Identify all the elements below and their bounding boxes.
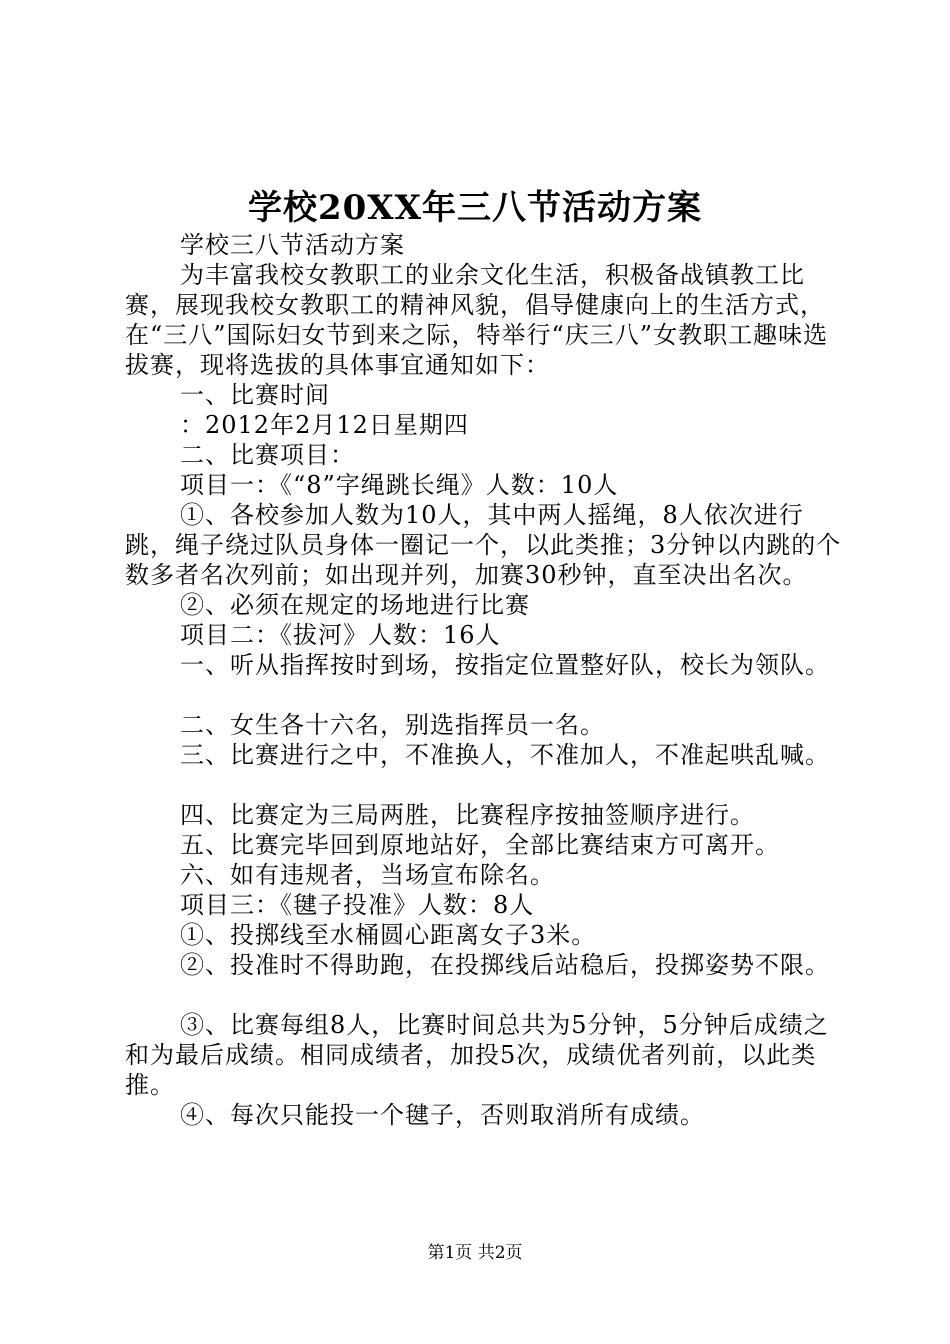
project3-rule-4: ④、每次只能投一个毽子，否则取消所有成绩。 <box>180 1101 705 1129</box>
project3-rule-2: ②、投准时不得助跑，在投掷线后站稳后，投掷姿势不限。 <box>180 951 830 979</box>
project1-rule-2: ②、必须在规定的场地进行比赛 <box>180 591 530 619</box>
intro-paragraph: 为丰富我校女教职工的业余文化生活，积极备战镇教工比赛，展现我校女教职工的精神风貌，倡导健康向上的生活方式，在“三八”国际妇女节到来之际，特举行“庆三八”女教职工趣味选拔赛，现将选拔的具体事宜通知如下： <box>125 261 829 379</box>
project1-heading: 项目一：《“8”字绳跳长绳》人数：10人 <box>180 471 619 499</box>
project2-rule-2: 二、女生各十六名，别选指挥员一名。 <box>180 711 605 739</box>
blank-line <box>125 980 850 1010</box>
project1-rule-1: ①、各校参加人数为10人，其中两人摇绳，8人依次进行跳，绳子绕过队员身体一圈记一个，以此类推；3分钟以内跳的个数多者名次列前；如出现并列，加赛30秒钟，直至决出名次。 <box>125 501 842 589</box>
page-footer: 第1页 共2页 <box>427 1243 523 1263</box>
document-subtitle: 学校三八节活动方案 <box>180 231 405 259</box>
document-title: 学校20XX年三八节活动方案 <box>247 188 703 228</box>
blank-line <box>125 680 850 710</box>
project2-rule-1: 一、听从指挥按时到场，按指定位置整好队，校长为领队。 <box>180 651 830 679</box>
section-heading-events: 二、比赛项目： <box>180 441 355 469</box>
project2-rule-6: 六、如有违规者，当场宣布除名。 <box>180 861 555 889</box>
project3-heading: 项目三：《毽子投准》人数：8人 <box>180 891 535 919</box>
blank-line <box>125 770 850 800</box>
document-body <box>125 230 850 1130</box>
project2-rule-5: 五、比赛完毕回到原地站好，全部比赛结束方可离开。 <box>180 831 780 859</box>
competition-time: ：2012年2月12日星期四 <box>180 411 469 439</box>
project2-rule-4: 四、比赛定为三局两胜，比赛程序按抽签顺序进行。 <box>180 801 755 829</box>
project3-rule-1: ①、投掷线至水桶圆心距离女子3米。 <box>180 921 597 949</box>
project3-rule-3: ③、比赛每组8人，比赛时间总共为5分钟，5分钟后成绩之和为最后成绩。相同成绩者，加投5次，成绩优者列前，以此类推。 <box>125 1011 829 1099</box>
project2-heading: 项目二：《拔河》人数：16人 <box>180 621 501 649</box>
project2-rule-3: 三、比赛进行之中，不准换人，不准加人，不准起哄乱喊。 <box>180 741 830 769</box>
section-heading-time: 一、比赛时间 <box>180 381 330 409</box>
